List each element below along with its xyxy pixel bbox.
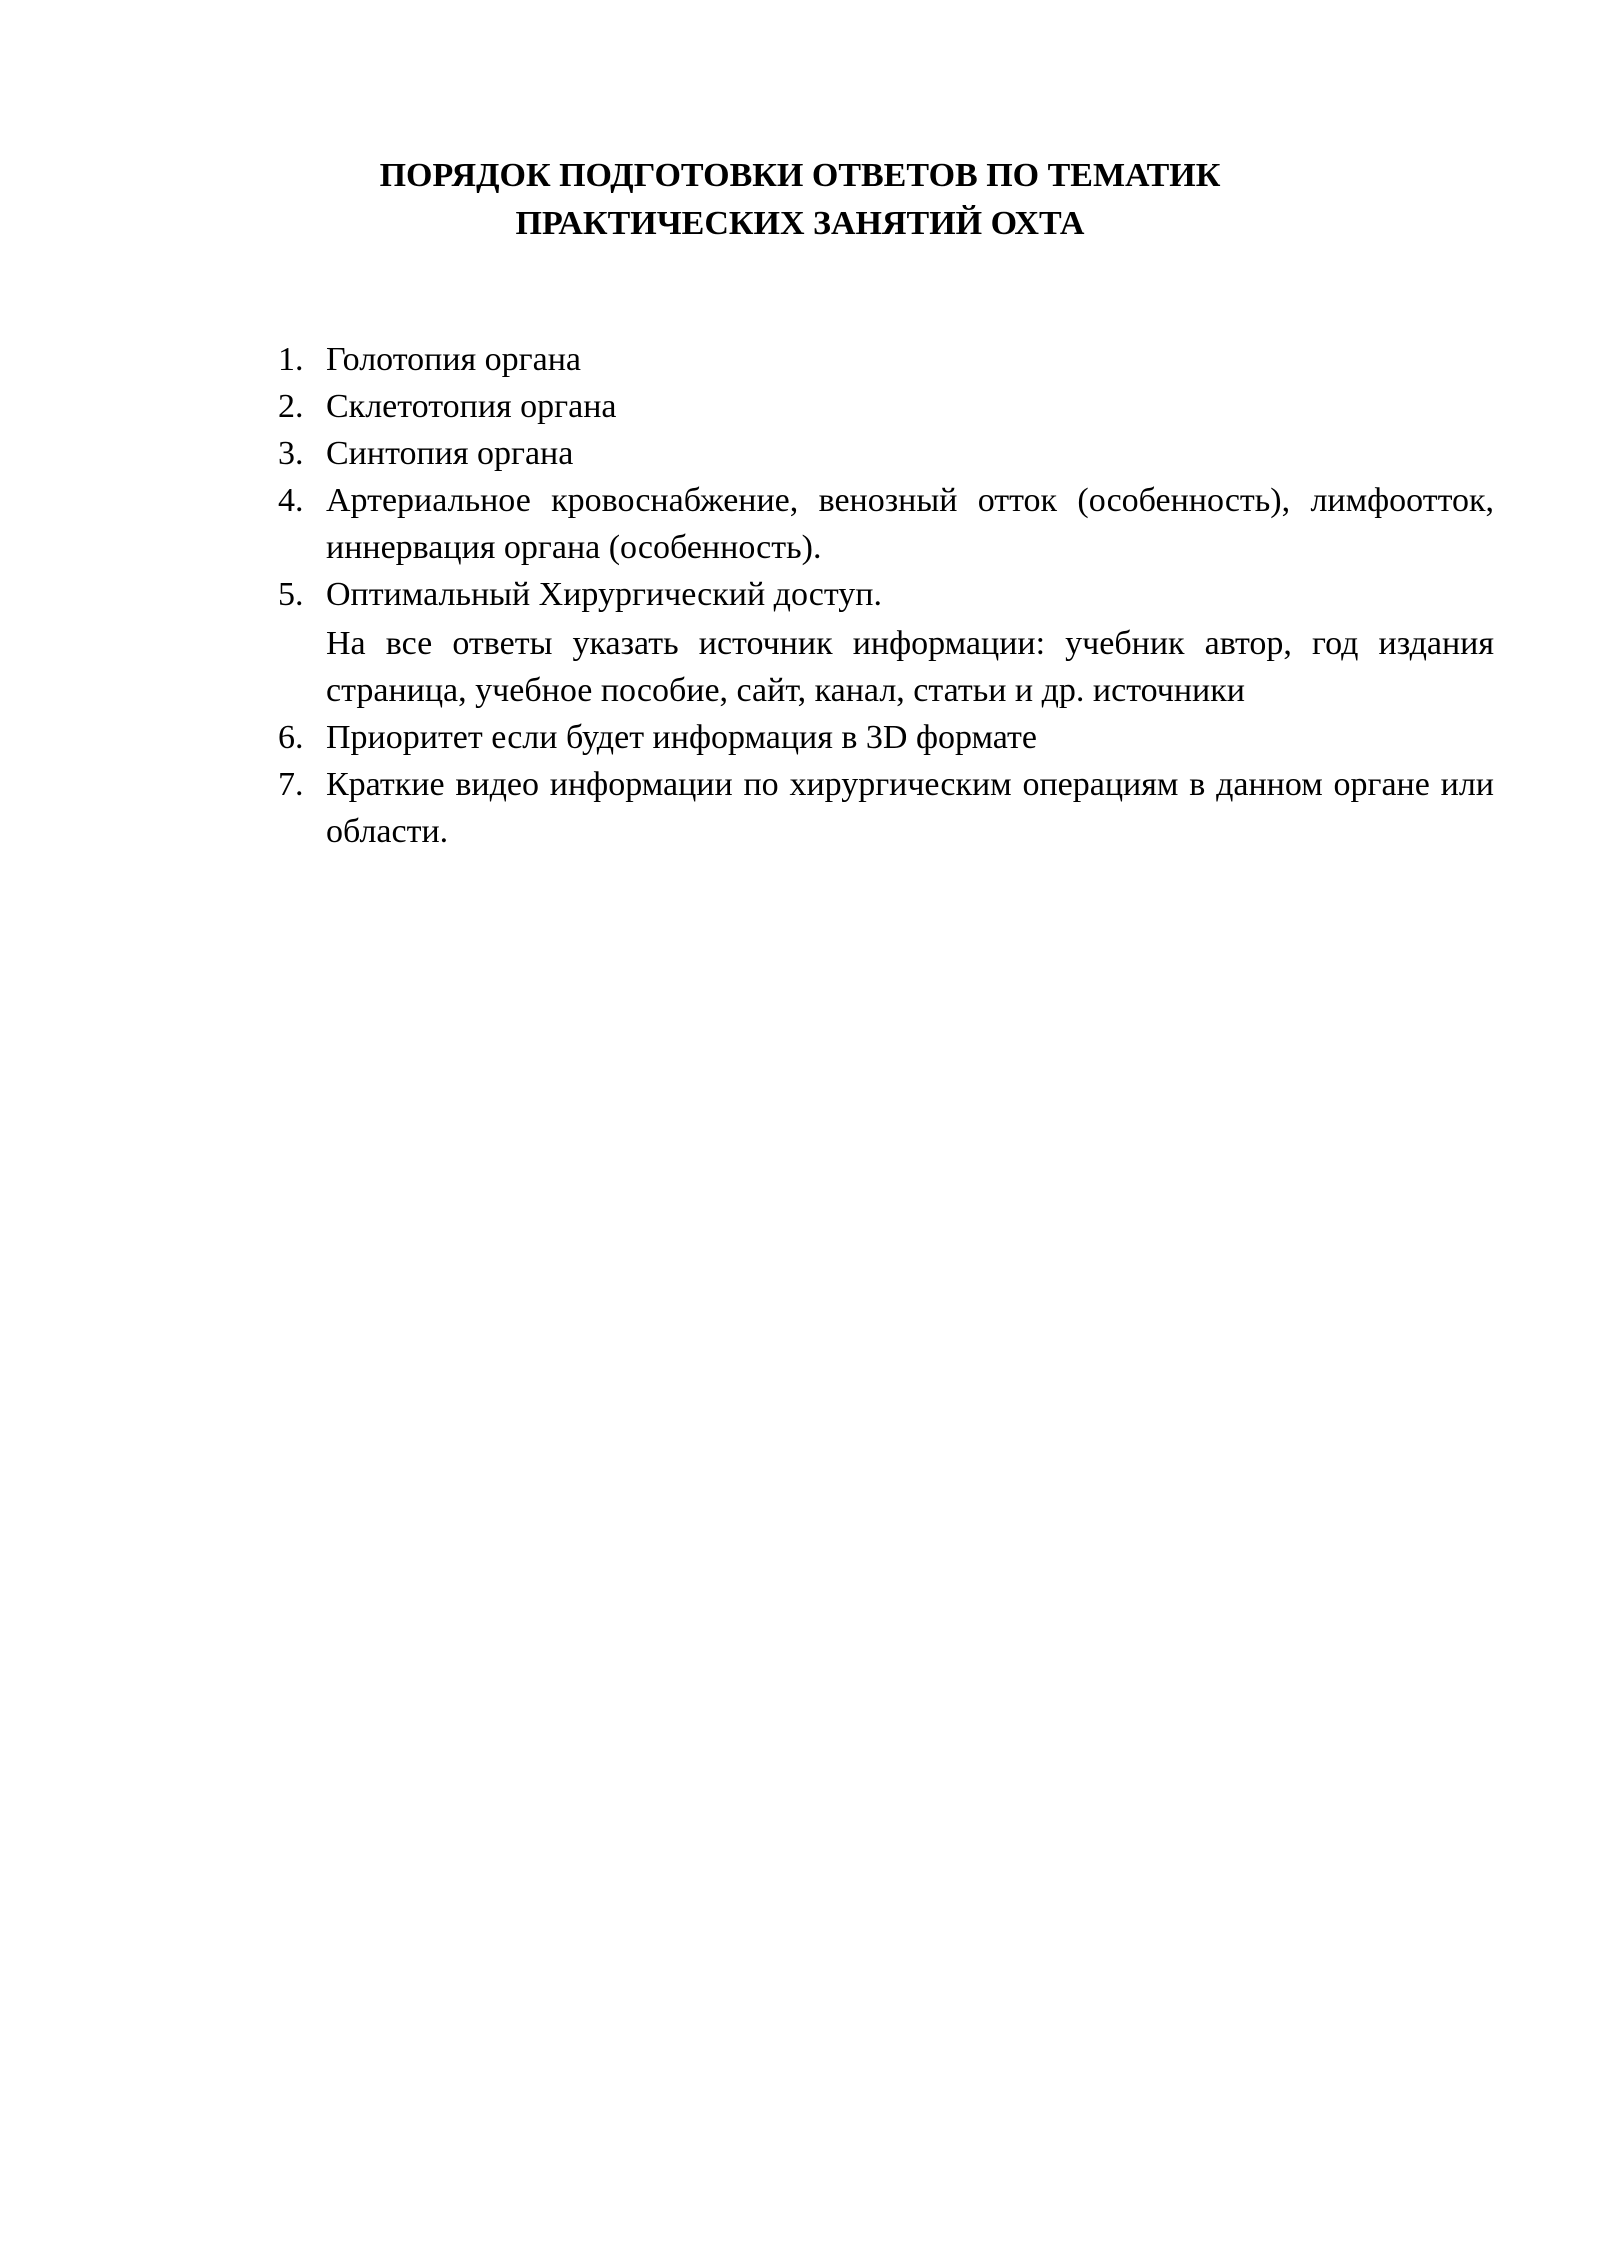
title-line-1: ПОРЯДОК ПОДГОТОВКИ ОТВЕТОВ ПО ТЕМАТИК xyxy=(379,157,1221,194)
requirements-list xyxy=(274,336,1494,855)
item-number: 7. xyxy=(278,766,304,803)
list-item xyxy=(274,761,1494,855)
document-title xyxy=(0,152,1600,248)
item-text: Склетотопия органа xyxy=(326,388,617,425)
item-text: Краткие видео информации по хирургическим операциям в данном органе или области. xyxy=(326,766,1494,850)
list-item xyxy=(274,714,1494,761)
item-text: Синтопия органа xyxy=(326,435,574,472)
list-item xyxy=(274,571,1494,618)
list-item xyxy=(274,430,1494,477)
item-text: Оптимальный Хирургический доступ. xyxy=(326,576,883,613)
item-number: 4. xyxy=(278,482,304,519)
item-number: 1. xyxy=(278,341,304,378)
list-item xyxy=(274,383,1494,430)
item-text: Приоритет если будет информация в 3D формате xyxy=(326,719,1037,756)
item-number: 5. xyxy=(278,576,304,613)
source-note: На все ответы указать источник информации: учебник автор, год издания страница, учебное пособие, сайт, канал, статьи и др. источники xyxy=(326,625,1494,709)
list-item xyxy=(274,336,1494,383)
item-text: Голотопия органа xyxy=(326,341,581,378)
title-line-2: ПРАКТИЧЕСКИХ ЗАНЯТИЙ ОХТА xyxy=(515,205,1085,242)
item-text: Артериальное кровоснабжение, венозный отток (особенность), лимфоотток, иннервация органа (особенность). xyxy=(326,482,1494,566)
item-number: 3. xyxy=(278,435,304,472)
item-number: 2. xyxy=(278,388,304,425)
list-item xyxy=(274,477,1494,571)
item-number: 6. xyxy=(278,719,304,756)
